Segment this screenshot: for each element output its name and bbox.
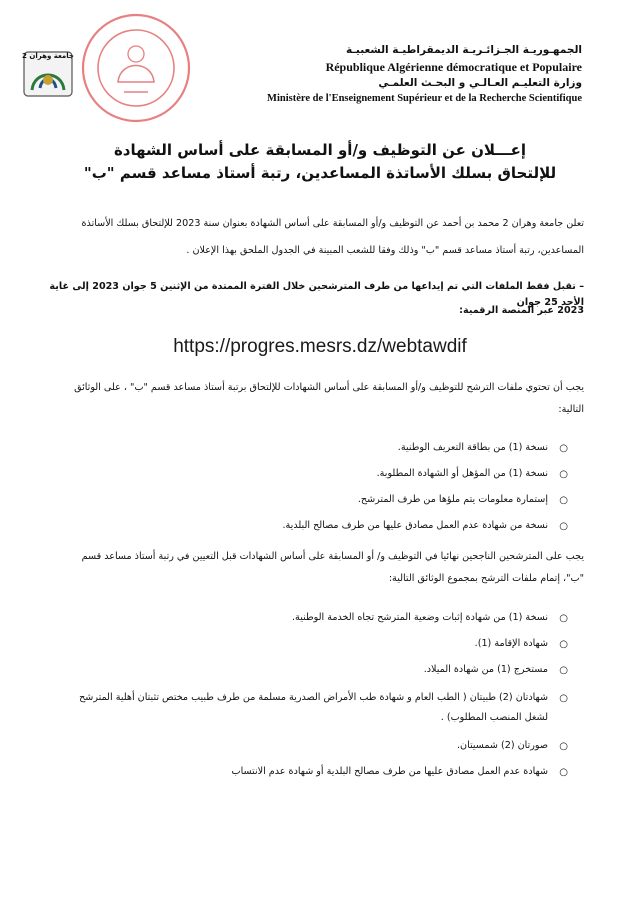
ministry-ar: وزارة التعليـم العـالـي و البحـث العلمـي <box>378 77 582 89</box>
list-item: ○ نسخة (1) من شهادة إثبات وضعية المترشح تجاه الخدمة الوطنية. <box>68 610 568 626</box>
circle-bullet-icon: ○ <box>559 521 568 532</box>
circle-bullet-icon: ○ <box>559 741 568 752</box>
list-item: ○ إستمارة معلومات يتم ملؤها من طرف المترشح. <box>68 492 568 508</box>
circle-bullet-icon: ○ <box>559 613 568 624</box>
republic-ar: الجمهـوريـة الجـزائـريـة الديمقراطيـة الشعبيـة <box>345 44 582 56</box>
intro-line1: تعلن جامعة وهران 2 محمد بن أحمد عن التوظيف و/أو المسابقة على أساس الشهادة بعنوان سنة 2023 للإلتحاق بسلك الأساتذة <box>81 218 584 229</box>
deadline-line2: 2023 عبر المنصة الرقمية: <box>459 305 584 316</box>
list-item: ○ شهادة عدم العمل مصادق عليها من طرف مصالح البلدية أو شهادة عدم الانتساب <box>68 764 568 780</box>
official-stamp <box>80 12 192 124</box>
circle-bullet-icon: ○ <box>559 495 568 506</box>
circle-bullet-icon: ○ <box>559 443 568 454</box>
circle-bullet-icon: ○ <box>559 767 568 778</box>
list-item: ○ صورتان (2) شمسيتان. <box>68 738 568 754</box>
section2-intro-line2: "ب"، إتمام ملفات الترشح بمجموع الوثائق التالية: <box>388 573 584 584</box>
page-title-line1: إعـــلان عن التوظيف و/أو المسابقة على أساس الشهادة <box>113 141 527 159</box>
ministry-fr: Ministère de l'Enseignement Supérieur et de la Recherche Scientifique <box>267 93 582 104</box>
list-item: ○ نسخة من شهادة عدم العمل مصادق عليها من طرف مصالح البلدية. <box>68 518 568 534</box>
circle-bullet-icon: ○ <box>559 639 568 650</box>
platform-url-link[interactable]: https://progres.mesrs.dz/webtawdif <box>173 336 467 357</box>
circle-bullet-icon: ○ <box>559 693 568 704</box>
stamp-seal-icon <box>80 12 192 124</box>
university-logo <box>22 50 74 116</box>
list-item: ○ مستخرج (1) من شهادة الميلاد. <box>68 662 568 678</box>
section2-intro-line1: يجب على المترشحين الناجحين نهائيا في التوظيف و/ أو المسابقة على أساس الشهادات قبل التعيين في رتبة أستاذ مساعد قسم <box>81 551 584 562</box>
section1-intro-line2: التالية: <box>558 404 584 415</box>
republic-fr: République Algérienne démocratique et Populaire <box>325 60 582 74</box>
list-item: ○ نسخة (1) من بطاقة التعريف الوطنية. <box>68 440 568 456</box>
intro-line2: المساعدين، رتبة أستاذ مساعد قسم "ب" وذلك وفقا للشعب المبينة في الجدول الملحق بهذا الإعلان . <box>186 245 584 256</box>
page-title-line2: للإلتحاق بسلك الأساتذة المساعدين، رتبة أستاذ مساعد قسم "ب" <box>83 164 557 182</box>
list-item: ○ شهادتان (2) طبيتان ( الطب العام و شهادة طب الأمراض الصدرية مسلمة من طرف طبيب مختص تثبتان أهلية المترشح لشغل المنصب المطلوب) . <box>68 688 568 728</box>
list-item: ○ شهادة الإقامة (1). <box>68 636 568 652</box>
list-item: ○ نسخة (1) من المؤهل أو الشهادة المطلوبة. <box>68 466 568 482</box>
section1-list <box>68 440 568 544</box>
section1-intro-line1: يجب أن تحتوي ملفات الترشح للتوظيف و/أو المسابقة على أساس الشهادات للإلتحاق برتبة أستاذ مساعد قسم "ب" ، على الوثائق <box>74 382 584 393</box>
circle-bullet-icon: ○ <box>559 665 568 676</box>
circle-bullet-icon: ○ <box>559 469 568 480</box>
logo-caption: جامعة وهران 2 <box>22 52 74 60</box>
deadline-line1: – تقبل فقط الملفات التي تم إيداعها من طرف المترشحين خلال الفترة الممتدة من الإثنين 5 جوان 2023 إلى غاية الأحد 25 جوان <box>49 281 584 308</box>
section2-list <box>68 610 568 790</box>
